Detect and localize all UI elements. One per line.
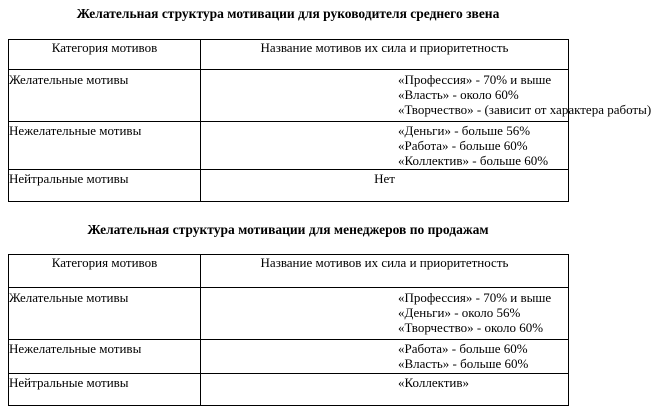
table-row bbox=[9, 122, 569, 170]
table-row bbox=[9, 70, 569, 122]
table-row bbox=[9, 288, 569, 340]
motives-cell bbox=[201, 374, 569, 406]
motive-item: «Творчество» - около 60% bbox=[398, 320, 544, 335]
category-neutral: Нейтральные мотивы bbox=[9, 170, 201, 202]
category-desired: Желательные мотивы bbox=[9, 70, 201, 122]
motive-item: «Деньги» - около 56% bbox=[398, 305, 521, 320]
table-row bbox=[9, 170, 569, 202]
table-row bbox=[9, 374, 569, 406]
category-undesired: Нежелательные мотивы bbox=[9, 122, 201, 170]
motives-cell bbox=[201, 70, 651, 122]
motive-item: «Профессия» - 70% и выше bbox=[398, 72, 552, 87]
motive-item: «Работа» - больше 60% bbox=[398, 138, 528, 153]
table-2-header-row bbox=[9, 255, 569, 288]
header-motive-name: Название мотивов их сила и приоритетность bbox=[201, 40, 569, 70]
motive-item: «Деньги» - больше 56% bbox=[398, 123, 531, 138]
motives-cell bbox=[201, 340, 569, 374]
table-2-title: Желательная структура мотивации для менеджеров по продажам bbox=[87, 222, 489, 237]
motive-item: «Работа» - больше 60% bbox=[398, 341, 528, 356]
table-row bbox=[9, 340, 569, 374]
motive-item: «Власть» - больше 60% bbox=[398, 356, 529, 371]
category-desired: Желательные мотивы bbox=[9, 288, 201, 340]
table-2 bbox=[8, 254, 569, 406]
table-1 bbox=[8, 39, 651, 202]
table-1-title: Желательная структура мотивации для руководителя среднего звена bbox=[76, 6, 500, 21]
header-category: Категория мотивов bbox=[9, 40, 201, 70]
header-motive-name: Название мотивов их сила и приоритетность bbox=[201, 255, 569, 288]
motives-cell bbox=[201, 288, 569, 340]
table-1-header-row bbox=[9, 40, 569, 70]
motives-cell bbox=[201, 122, 569, 170]
motive-item: «Коллектив» bbox=[398, 375, 470, 390]
motive-item: Нет bbox=[374, 171, 395, 186]
category-neutral: Нейтральные мотивы bbox=[9, 374, 201, 406]
category-undesired: Нежелательные мотивы bbox=[9, 340, 201, 374]
motive-item: «Профессия» - 70% и выше bbox=[398, 290, 552, 305]
motive-item: «Коллектив» - больше 60% bbox=[398, 153, 549, 168]
motives-cell bbox=[201, 170, 569, 202]
motive-item: «Власть» - около 60% bbox=[398, 87, 519, 102]
motive-item: «Творчество» - (зависит от характера работы) bbox=[398, 102, 651, 117]
header-category: Категория мотивов bbox=[9, 255, 201, 288]
